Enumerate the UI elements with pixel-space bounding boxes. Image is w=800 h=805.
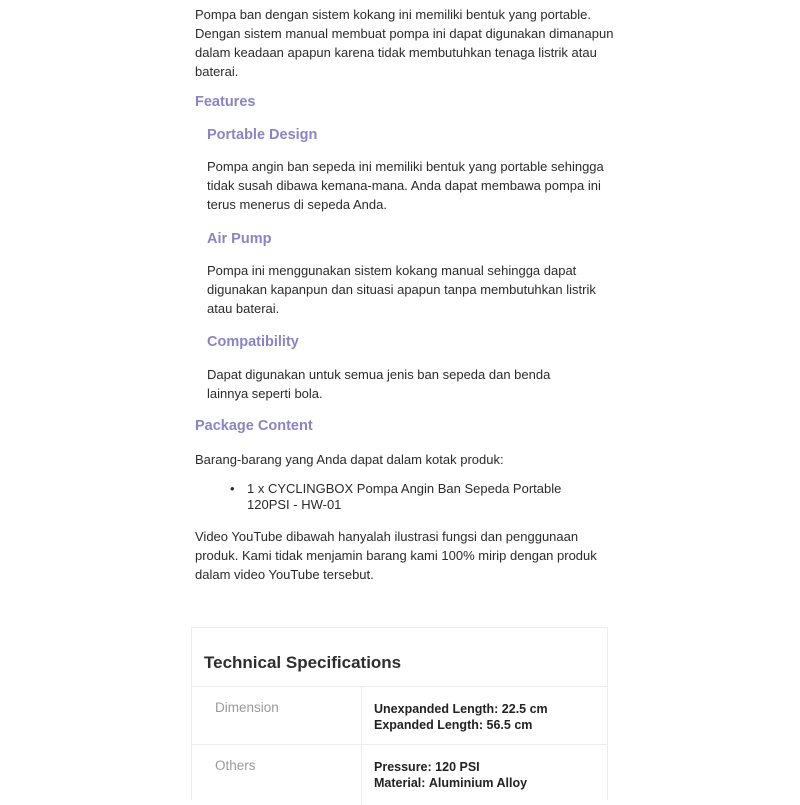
spec-title: Technical Specifications	[204, 653, 402, 672]
list-item: • 1 x CYCLINGBOX Pompa Angin Ban Sepeda Portable 120PSI - HW-01	[230, 481, 590, 513]
spec-val: 56.5 cm	[486, 718, 533, 732]
feature-title-portable-design: Portable Design	[207, 127, 318, 143]
spec-val: Aluminium Alloy	[428, 776, 528, 790]
feature-text-portable-design: Pompa angin ban sepeda ini memiliki bentuk yang portable sehingga tidak susah dibawa kemana-mana. Anda dapat membawa pompa ini terus menerus di sepeda Anda.	[207, 159, 604, 212]
spec-label-dimension: Dimension	[192, 687, 362, 745]
features-heading: Features	[195, 94, 256, 110]
spec-value-dimension	[374, 701, 548, 733]
feature-title-air-pump: Air Pump	[207, 231, 272, 247]
spec-key: Material:	[374, 776, 426, 790]
youtube-disclaimer: Video YouTube dibawah hanyalah ilustrasi fungsi dan penggunaan produk. Kami tidak menjamin barang kami 100% mirip dengan produk dalam video YouTube tersebut.	[195, 529, 597, 582]
technical-specifications-table	[191, 627, 608, 800]
spec-value-others	[374, 759, 527, 791]
spec-label-others: Others	[192, 745, 362, 805]
table-row	[192, 744, 607, 805]
spec-key: Pressure:	[374, 760, 432, 774]
feature-text-compatibility: Dapat digunakan untuk semua jenis ban sepeda dan benda lainnya seperti bola.	[207, 367, 551, 401]
package-list	[230, 481, 590, 513]
intro-paragraph: Pompa ban dengan sistem kokang ini memiliki bentuk yang portable. Dengan sistem manual membuat pompa ini dapat digunakan dimanapun dalam keadaan apapun karena tidak membutuhkan tenaga listrik atau baterai.	[195, 7, 614, 79]
feature-title-compatibility: Compatibility	[207, 334, 299, 350]
spec-key: Unexpanded Length:	[374, 702, 499, 716]
spec-val: 22.5 cm	[501, 702, 548, 716]
package-content-heading: Package Content	[195, 418, 313, 434]
spec-val: 120 PSI	[435, 760, 480, 774]
table-row	[192, 686, 607, 745]
feature-text-air-pump: Pompa ini menggunakan sistem kokang manual sehingga dapat digunakan kapanpun dan situasi apapun tanpa membutuhkan listrik atau baterai.	[207, 263, 596, 316]
spec-key: Expanded Length:	[374, 718, 484, 732]
package-intro: Barang-barang yang Anda dapat dalam kotak produk:	[195, 452, 504, 467]
